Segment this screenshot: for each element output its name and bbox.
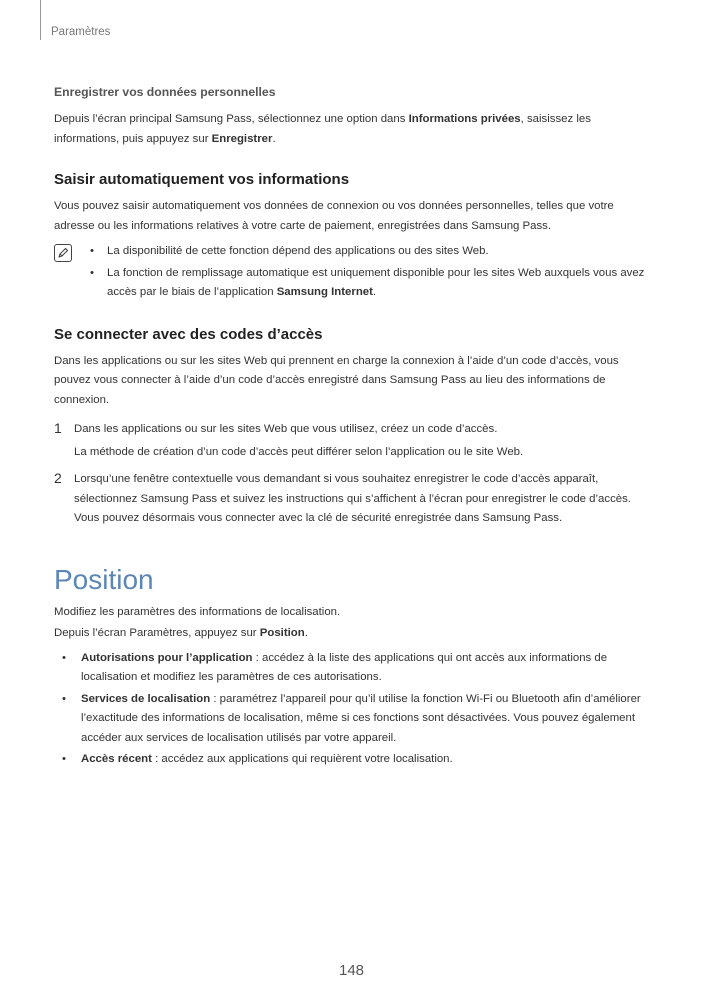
text: : accédez aux applications qui requièrent votre localisation. [151,753,453,765]
text: Depuis l’écran Paramètres, appuyez sur [54,627,260,639]
bold-term: Position [259,627,305,639]
bold-term: Informations privées [408,113,521,125]
text: , saisissez les informations, puis appuyez sur [54,113,591,145]
text: Depuis l’écran principal Samsung Pass, sélectionnez une option dans [54,113,409,125]
bold-term: Services de localisation [81,692,211,705]
list-item: • La disponibilité de cette fonction dépend des applications ou des sites Web. [88,242,654,262]
text: : accédez à la liste des applications qui ont accès aux informations de localisation et modifiez les paramètres de ces autorisations. [81,651,608,683]
step-text: Dans les applications ou sur les sites Web que vous utilisez, créez un code d’accès. [74,423,498,435]
text: . [304,627,308,639]
position-title: Position [54,563,154,595]
personal-paragraph [54,110,654,149]
step-1 [54,420,654,462]
bold-term: Samsung Internet [276,286,373,298]
list-item [88,264,654,303]
header-rule [40,0,41,40]
note-pencil-icon [54,244,72,262]
header-label: Paramètres [51,26,111,38]
passkeys-heading: Se connecter avec des codes d’accès [54,325,323,343]
step-number: 2 [54,470,62,486]
list-item [54,750,654,770]
step-subtext: Vous pouvez désormais vous connecter avec la clé de sécurité enregistrée dans Samsung Pass. [74,512,563,524]
position-options-list [54,649,654,770]
position-path [54,624,654,644]
list-item [54,649,654,688]
note-list [88,242,654,303]
text: . [372,286,377,298]
autofill-body: Vous pouvez saisir automatiquement vos données de connexion ou vos données personnelles, telles que votre adresse ou les informations relatives à votre carte de paiement, enregistrées dans Samsung Pass. [54,200,614,232]
text: : paramétrez l’appareil pour qu’il utilise la fonction Wi-Fi ou Bluetooth afin d’améliorer l’exactitude des informations de localisation, même si ces fonctions sont désactivées. Vous pouvez également accéder aux services de localisation utilisés par votre appareil. [81,692,641,744]
text: La fonction de remplissage automatique est uniquement disponible pour les sites Web auxquels vous avez accès par le biais de l’application [107,266,645,298]
note-box [54,242,654,303]
personal-heading: Enregistrer vos données personnelles [54,85,276,99]
list-item [54,690,654,749]
page-content [54,83,654,772]
bold-term: Enregistrer [211,132,273,145]
step-subtext: La méthode de création d’un code d’accès peut différer selon l’application ou le site Web. [74,445,524,458]
passkeys-body: Dans les applications ou sur les sites Web qui prennent en charge la connexion à l’aide d’un code d’accès, vous pouvez vous connecter à l’aide d’un code d’accès enregistré dans Samsung Pass au lieu des informations de connexion. [54,354,619,406]
bold-term: Autorisations pour l’application [81,651,253,664]
position-intro: Modifiez les paramètres des informations de localisation. [54,605,341,618]
step-number: 1 [54,420,62,436]
step-2 [54,470,654,529]
step-text: Lorsqu’une fenêtre contextuelle vous demandant si vous souhaitez enregistrer le code d’accès apparaît, sélectionnez Samsung Pass et suivez les instructions qui s’affichent à l’écran pour enregistrer le code d’accès. [74,473,631,505]
text: . [272,132,276,145]
autofill-heading: Saisir automatiquement vos informations [54,171,350,188]
bold-term: Accès récent [81,753,152,765]
page-number: 148 [338,962,365,979]
